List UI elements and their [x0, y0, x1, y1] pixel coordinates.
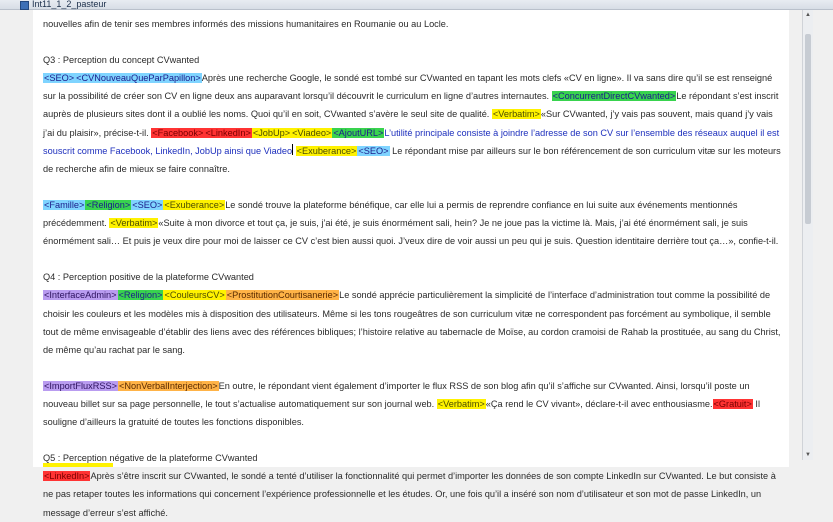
code-tag-linkedin[interactable]: <LinkedIn>: [205, 127, 251, 138]
paragraph-text: nouvelles afin de tenir ses membres informés des missions humanitaires en Roumanie ou au Locle.: [43, 19, 449, 29]
paragraph-text: En outre, le répondant vient également d’importer le flux RSS de son blog afin qu’il s’affiche sur CVwanted. Ainsi, lorsqu’il poste un nouveau billet sur sa page personnelle, le tout s’actualise automatiquement sur son journal web.: [43, 380, 750, 409]
code-tag-religion[interactable]: <Religion>: [86, 199, 131, 210]
code-tag-interface-admin[interactable]: <InterfaceAdmin>: [44, 290, 117, 301]
code-tag-ajout-url[interactable]: <AjoutURL>: [333, 127, 384, 138]
vertical-scrollbar[interactable]: [802, 10, 813, 460]
code-tag-gratuit[interactable]: <Gratuit>: [713, 398, 752, 409]
paragraph-q3: [43, 69, 781, 178]
heading-q5: Q5 : Perception négative de la plateforme CVwanted: [43, 453, 258, 464]
code-tag-religion[interactable]: <Religion>: [118, 290, 163, 301]
paragraph-intro: [43, 15, 781, 33]
paragraph-text: «Ça rend le CV vivant», déclare-t-il avec enthousiasme.: [485, 398, 713, 409]
code-tag-renommee[interactable]: <CVNouveauQueParPapillon>: [76, 73, 201, 84]
code-tag-seo[interactable]: <SEO>: [132, 199, 163, 210]
code-tag-non-verbal[interactable]: <NonVerbalInterjection>: [119, 380, 218, 391]
paragraph-text: Le répondant s’est inscrit auprès de plusieurs sites dont il a oublié les noms. Quoi qu’il en soit, CVwanted s’avère le seul site de qualité.: [43, 91, 779, 120]
code-tag-couleurs-cv[interactable]: <CouleursCV>: [164, 290, 225, 301]
code-tag-verbatim[interactable]: <Verbatim>: [492, 109, 540, 120]
paragraph-q5: [43, 467, 781, 521]
code-tag-viadeo[interactable]: <Viadeo>: [292, 127, 332, 138]
title-bar: [0, 0, 833, 10]
code-tag-exuberance[interactable]: <Exuberance>: [164, 199, 225, 210]
document-page[interactable]: [33, 10, 789, 518]
paragraph-text: Le sondé apprécie particulièrement la simplicité de l’interface d’administration tout comme la possibilité de choisir les couleurs et les modèles mis à disposition des utilisateurs. Même si les tons rougeâtres de son curriculum vitæ ne correspondent pas forcément au symbolique, il semble tout de même envisageable d’établir des liens avec des références bibliques; l’histoire relative au tabernacle de Moïse, au cordon cramoisi de Rahab la prostituée, au sang du Christ, de même qu’au rachat par le sang.: [43, 290, 781, 355]
window-title: Int11_1_2_pasteur: [32, 0, 107, 9]
paragraph-text: Le répondant mise par ailleurs sur le bon référencement de son curriculum vitæ sur les moteurs de recherche afin de mieux se faire connaître.: [43, 145, 781, 174]
paragraph-text: Le sondé trouve la plateforme bénéfique, car elle lui a permis de reprendre confiance en lui suite aux événements mentionnés précédemment.: [43, 199, 738, 229]
code-tag-concurrent[interactable]: <ConcurrentDirectCVwanted>: [552, 91, 676, 102]
code-tag-linkedin[interactable]: <LinkedIn>: [44, 471, 90, 482]
paragraph-rss: [43, 377, 781, 431]
code-tag-jobup[interactable]: <JobUp>: [252, 127, 291, 138]
text-cursor: [292, 144, 293, 155]
paragraph-text: Il souligne d’ailleurs la gratuité de toutes les fonctions disponibles.: [43, 398, 760, 428]
scroll-up-icon[interactable]: ▲: [805, 12, 811, 18]
code-tag-exuberance[interactable]: <Exuberance>: [296, 145, 357, 156]
scrollbar-thumb[interactable]: [805, 34, 811, 224]
code-tag-facebook[interactable]: <Facebook>: [152, 127, 204, 138]
code-tag-import-rss[interactable]: <ImportFluxRSS>: [44, 380, 118, 391]
code-tag-famille[interactable]: <Famille>: [44, 199, 85, 210]
paragraph-text: Après s’être inscrit sur CVwanted, le sondé a tenté d’utiliser la fonctionnalité qui permet d’importer les données de son compte LinkedIn sur CVwanted. Le but consiste à ne pas retaper toutes les informations qui concernent l’expérience professionnelle et les études. Or, une fois qu’il a inséré son nom d’utilisateur et son mot de passe LinkedIn, un message d’erreur s’est affiché.: [43, 471, 776, 518]
code-tag-seo[interactable]: <SEO>: [358, 145, 389, 156]
scroll-down-icon[interactable]: ▼: [805, 452, 811, 458]
paragraph-text: «Suite à mon divorce et tout ça, je suis, j’ai été, je suis énormément sali, hein? Je ne joue pas la victime là. Mais, j’ai été énormément sali, je suis énormément sali… Et puis je veux dire pour moi de laisser ce CV c’est bien aussi quoi. J’veux dire de voir aussi un peu qui je suis. Question identitaire derrière tout ça…», confie-t-il.: [43, 218, 779, 247]
next-tag-highlight: [43, 463, 113, 467]
paragraph-q4: [43, 286, 781, 358]
code-tag-verbatim[interactable]: <Verbatim>: [437, 398, 485, 409]
code-tag-seo[interactable]: <SEO>: [44, 73, 75, 84]
heading-q3: Q3 : Perception du concept CVwanted: [43, 55, 200, 66]
paragraph-text: «Sur CVwanted, j’y vais pas souvent, mais quand j’y vais j’ai du plaisir», précise-t-il.: [43, 109, 773, 138]
heading-q4: Q4 : Perception positive de la plateforme CVwanted: [43, 272, 254, 283]
paragraph-famille: [43, 196, 781, 250]
document-icon: [20, 1, 29, 10]
highlighted-text-link[interactable]: L’utilité principale consiste à joindre l’adresse de son CV sur l’ensemble des réseaux auquel il est souscrit comme Facebook, LinkedIn, JobUp ainsi que Viadeo: [43, 127, 780, 156]
document-text[interactable]: [43, 15, 781, 522]
paragraph-text: Après une recherche Google, le sondé est tombé sur CVwanted en tapant les mots clefs «CV en ligne». Il va sans dire qu’il se est renseigné sur la possibilité de créer son CV en ligne deux ans auparavant lorsqu’il découvrit le curriculum en ligne d’autres internautes.: [43, 73, 773, 102]
code-tag-verbatim[interactable]: <Verbatim>: [110, 218, 158, 229]
code-tag-prostitution[interactable]: <ProstitutionCourtisanerie>: [226, 290, 339, 301]
